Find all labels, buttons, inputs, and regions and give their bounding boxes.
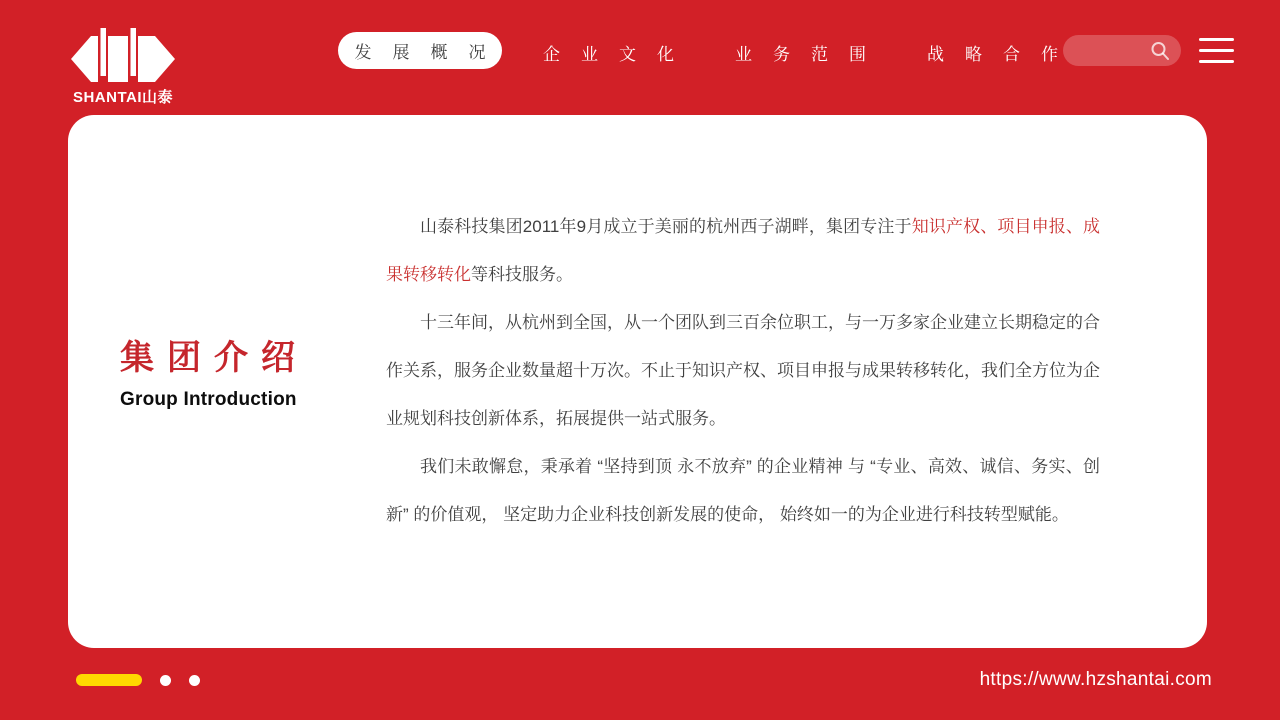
page-indicator-active[interactable] bbox=[76, 674, 142, 686]
nav-item-corporate-culture[interactable]: 企业文化 bbox=[543, 45, 695, 64]
logo[interactable] bbox=[68, 28, 178, 107]
paragraph-1-text: 山泰科技集团2011年9月成立于美丽的杭州西子湖畔，集团专注于 bbox=[420, 217, 912, 236]
nav-item-business-scope[interactable]: 业务范围 bbox=[735, 45, 887, 64]
nav-item-strategic-cooperation[interactable]: 战略合作 bbox=[927, 45, 1079, 64]
site-url[interactable]: https://www.hzshantai.com bbox=[979, 669, 1212, 690]
section-title-zh: 集团介绍 bbox=[120, 339, 308, 377]
paragraph-3: 我们未敢懈怠，秉承着 “坚持到顶 永不放弃” 的企业精神 与 “专业、高效、诚信、务实、创新” 的价值观， 坚定助力企业科技创新发展的使命， 始终如一的为企业进行科技转型赋能。 bbox=[386, 457, 1100, 524]
intro-text bbox=[386, 203, 1100, 539]
nav-item-development-overview[interactable] bbox=[338, 32, 507, 69]
content-card bbox=[68, 115, 1207, 648]
search-input[interactable] bbox=[1063, 35, 1181, 66]
paragraph-1-tail: 等科技服务。 bbox=[471, 265, 573, 284]
logo-text: SHANTAI山泰 bbox=[72, 89, 174, 106]
hamburger-menu-icon[interactable] bbox=[1199, 38, 1234, 63]
page-indicator[interactable] bbox=[189, 675, 200, 686]
section-title-en: Group Introduction bbox=[120, 389, 297, 410]
paragraph-1 bbox=[386, 203, 1100, 299]
section-title bbox=[120, 330, 360, 411]
paragraph-2: 十三年间，从杭州到全国，从一个团队到三百余位职工，与一万多家企业建立长期稳定的合作关系，服务企业数量超十万次。不止于知识产权、项目申报与成果转移转化，我们全方位为企业规划科技创新体系，拓展提供一站式服务。 bbox=[386, 313, 1100, 428]
search-icon bbox=[1149, 40, 1171, 62]
main-nav bbox=[543, 40, 1079, 65]
shantai-logo-icon bbox=[71, 28, 175, 84]
nav-item-label: 发展概况 bbox=[354, 43, 507, 62]
carousel-pagination bbox=[76, 674, 200, 686]
paragraph-1-highlight: 知识产权、项目申报、成果转移转化 bbox=[386, 217, 1100, 284]
header bbox=[0, 0, 1280, 106]
page-indicator[interactable] bbox=[160, 675, 171, 686]
